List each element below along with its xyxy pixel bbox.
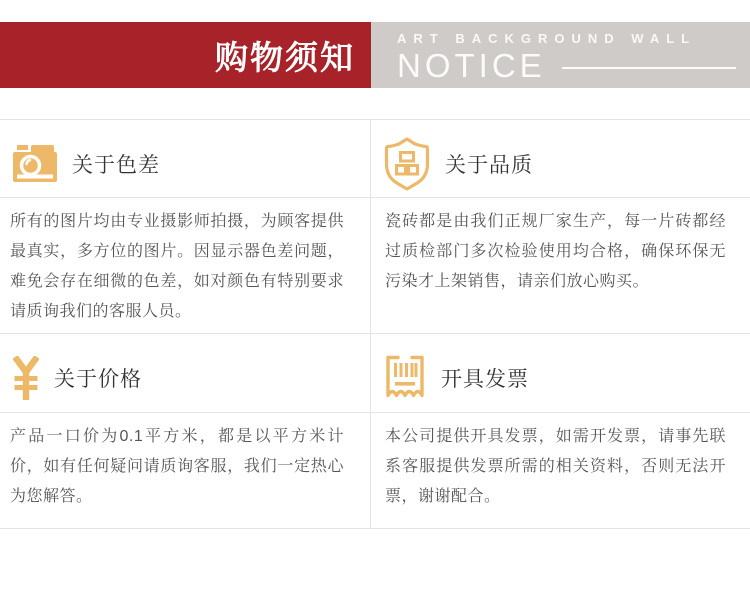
yuan-price-icon: [13, 356, 39, 400]
section-color-difference-heading: [0, 120, 371, 198]
invoice-receipt-icon: [384, 355, 426, 401]
section-invoice-body: [371, 413, 750, 528]
section-body-text: 瓷砖都是由我们正规厂家生产，每一片砖都经过质检部门多次检验使用均合格，确保环保无污染才上架销售，请亲们放心购买。: [385, 213, 726, 290]
notice-grid: [0, 119, 750, 529]
section-title: 关于色差: [72, 153, 160, 177]
camera-icon: [13, 145, 57, 182]
banner-gray-block: [371, 22, 750, 88]
page-title: 购物须知: [215, 38, 355, 76]
quality-shield-icon: [384, 137, 430, 191]
section-body-text: 本公司提供开具发票，如需开发票，请事先联系客服提供发票所需的相关资料，否则无法开票，谢谢配合。: [385, 428, 726, 505]
banner-tagline: ART BACKGROUND WALL: [397, 31, 697, 46]
section-title: 关于品质: [445, 153, 533, 177]
banner-red-block: [0, 22, 371, 88]
section-body-text: 所有的图片均由专业摄影师拍摄，为顾客提供最真实，多方位的图片。因显示器色差问题，难免会存在细微的色差，如对颜色有特别要求请质询我们的客服人员。: [10, 213, 344, 320]
section-body-text: 产品一口价为0.1平方米，都是以平方米计价，如有任何疑问请质询客服，我们一定热心为您解答。: [10, 428, 344, 505]
page-banner: [0, 22, 750, 88]
section-invoice-heading: [371, 334, 750, 413]
section-color-difference-body: [0, 198, 371, 334]
section-quality-heading: [371, 120, 750, 198]
banner-notice-row: [397, 49, 740, 82]
section-title: 关于价格: [54, 368, 142, 391]
banner-notice-text: NOTICE: [397, 47, 546, 84]
section-title: 开具发票: [441, 368, 529, 391]
banner-decorative-line: [562, 67, 736, 69]
section-price-body: [0, 413, 371, 528]
section-quality-body: [371, 198, 750, 334]
section-price-heading: [0, 334, 371, 413]
